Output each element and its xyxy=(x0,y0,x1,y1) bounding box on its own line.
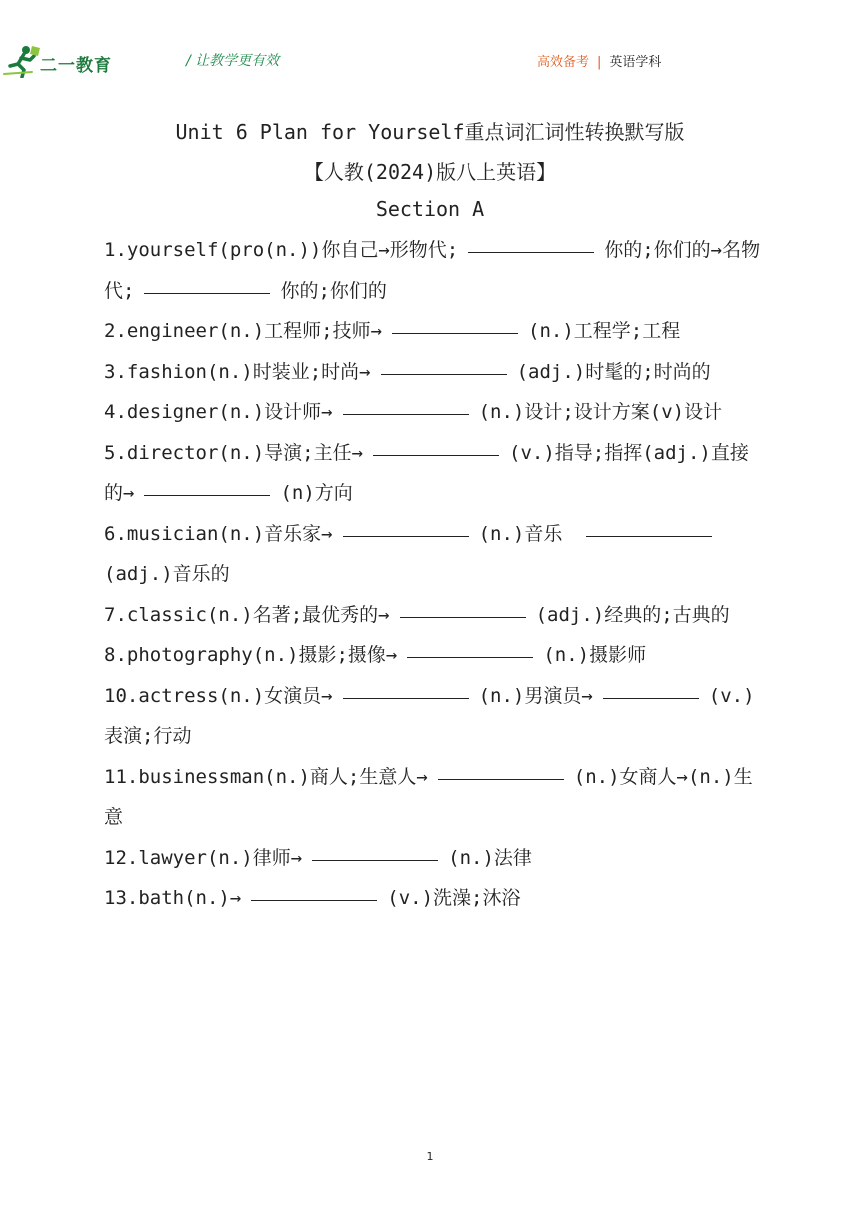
list-item: 2.engineer(n.)工程师;技师→ (n.)工程学;工程 xyxy=(104,320,681,342)
list-item: 10.actress(n.)女演员→ (n.)男演员→ (v.)表演;行动 xyxy=(104,684,755,747)
list-item: 12.lawyer(n.)律师→ (n.)法律 xyxy=(104,846,532,869)
list-item: 3.fashion(n.)时装业;时尚→ (adj.)时髦的;时尚的 xyxy=(104,360,711,383)
answer-blank[interactable] xyxy=(586,535,712,537)
answer-blank[interactable] xyxy=(603,697,699,699)
list-item: 4.designer(n.)设计师→ (n.)设计;设计方案(v)设计 xyxy=(104,401,723,423)
runner-logo-icon xyxy=(2,44,42,78)
answer-blank[interactable] xyxy=(343,535,469,537)
answer-blank[interactable] xyxy=(144,292,270,294)
answer-blank[interactable] xyxy=(400,616,526,618)
answer-blank[interactable] xyxy=(438,778,564,780)
answer-blank[interactable] xyxy=(251,899,377,901)
document-subtitle: 【人教(2024)版八上英语】 xyxy=(303,160,557,184)
list-item: 13.bath(n.)→ (v.)洗澡;沐浴 xyxy=(104,887,521,909)
answer-blank[interactable] xyxy=(343,697,469,699)
page-header xyxy=(0,0,860,100)
answer-blank[interactable] xyxy=(392,332,518,334)
list-item: 7.classic(n.)名著;最优秀的→ (adj.)经典的;古典的 xyxy=(104,603,730,626)
tag-primary: 高效备考 xyxy=(537,55,590,70)
list-item: 11.businessman(n.)商人;生意人→ (n.)女商人→(n.)生意 xyxy=(104,765,753,828)
list-item: 8.photography(n.)摄影;摄像→ (n.)摄影师 xyxy=(104,644,647,666)
logo xyxy=(2,44,114,78)
subject-tagline xyxy=(537,51,661,70)
answer-blank[interactable] xyxy=(144,494,270,496)
list-item: 1.yourself(pro(n.))你自己→形物代; 你的;你们的→名物代; 你的;你们的 xyxy=(104,239,761,302)
section-heading: Section A xyxy=(375,197,485,221)
slogan: / 让教学更有效 xyxy=(186,53,280,69)
answer-blank[interactable] xyxy=(468,251,594,253)
answer-blank[interactable] xyxy=(343,413,469,415)
page-number: 1 xyxy=(426,1150,434,1163)
tag-separator: | xyxy=(597,55,602,70)
answer-blank[interactable] xyxy=(312,859,438,861)
document-title: Unit 6 Plan for Yourself重点词汇词性转换默写版 xyxy=(175,120,685,144)
answer-blank[interactable] xyxy=(407,656,533,658)
answer-blank[interactable] xyxy=(381,373,507,375)
exercise-list xyxy=(104,230,764,919)
tag-secondary: 英语学科 xyxy=(609,55,662,70)
list-item: 6.musician(n.)音乐家→ (n.)音乐(adj.)音乐的 xyxy=(104,514,764,595)
logo-text: 二一教育 xyxy=(40,56,112,76)
answer-blank[interactable] xyxy=(373,454,499,456)
list-item: 5.director(n.)导演;主任→ (v.)指导;指挥(adj.)直接的→ (n)方向 xyxy=(104,441,749,504)
